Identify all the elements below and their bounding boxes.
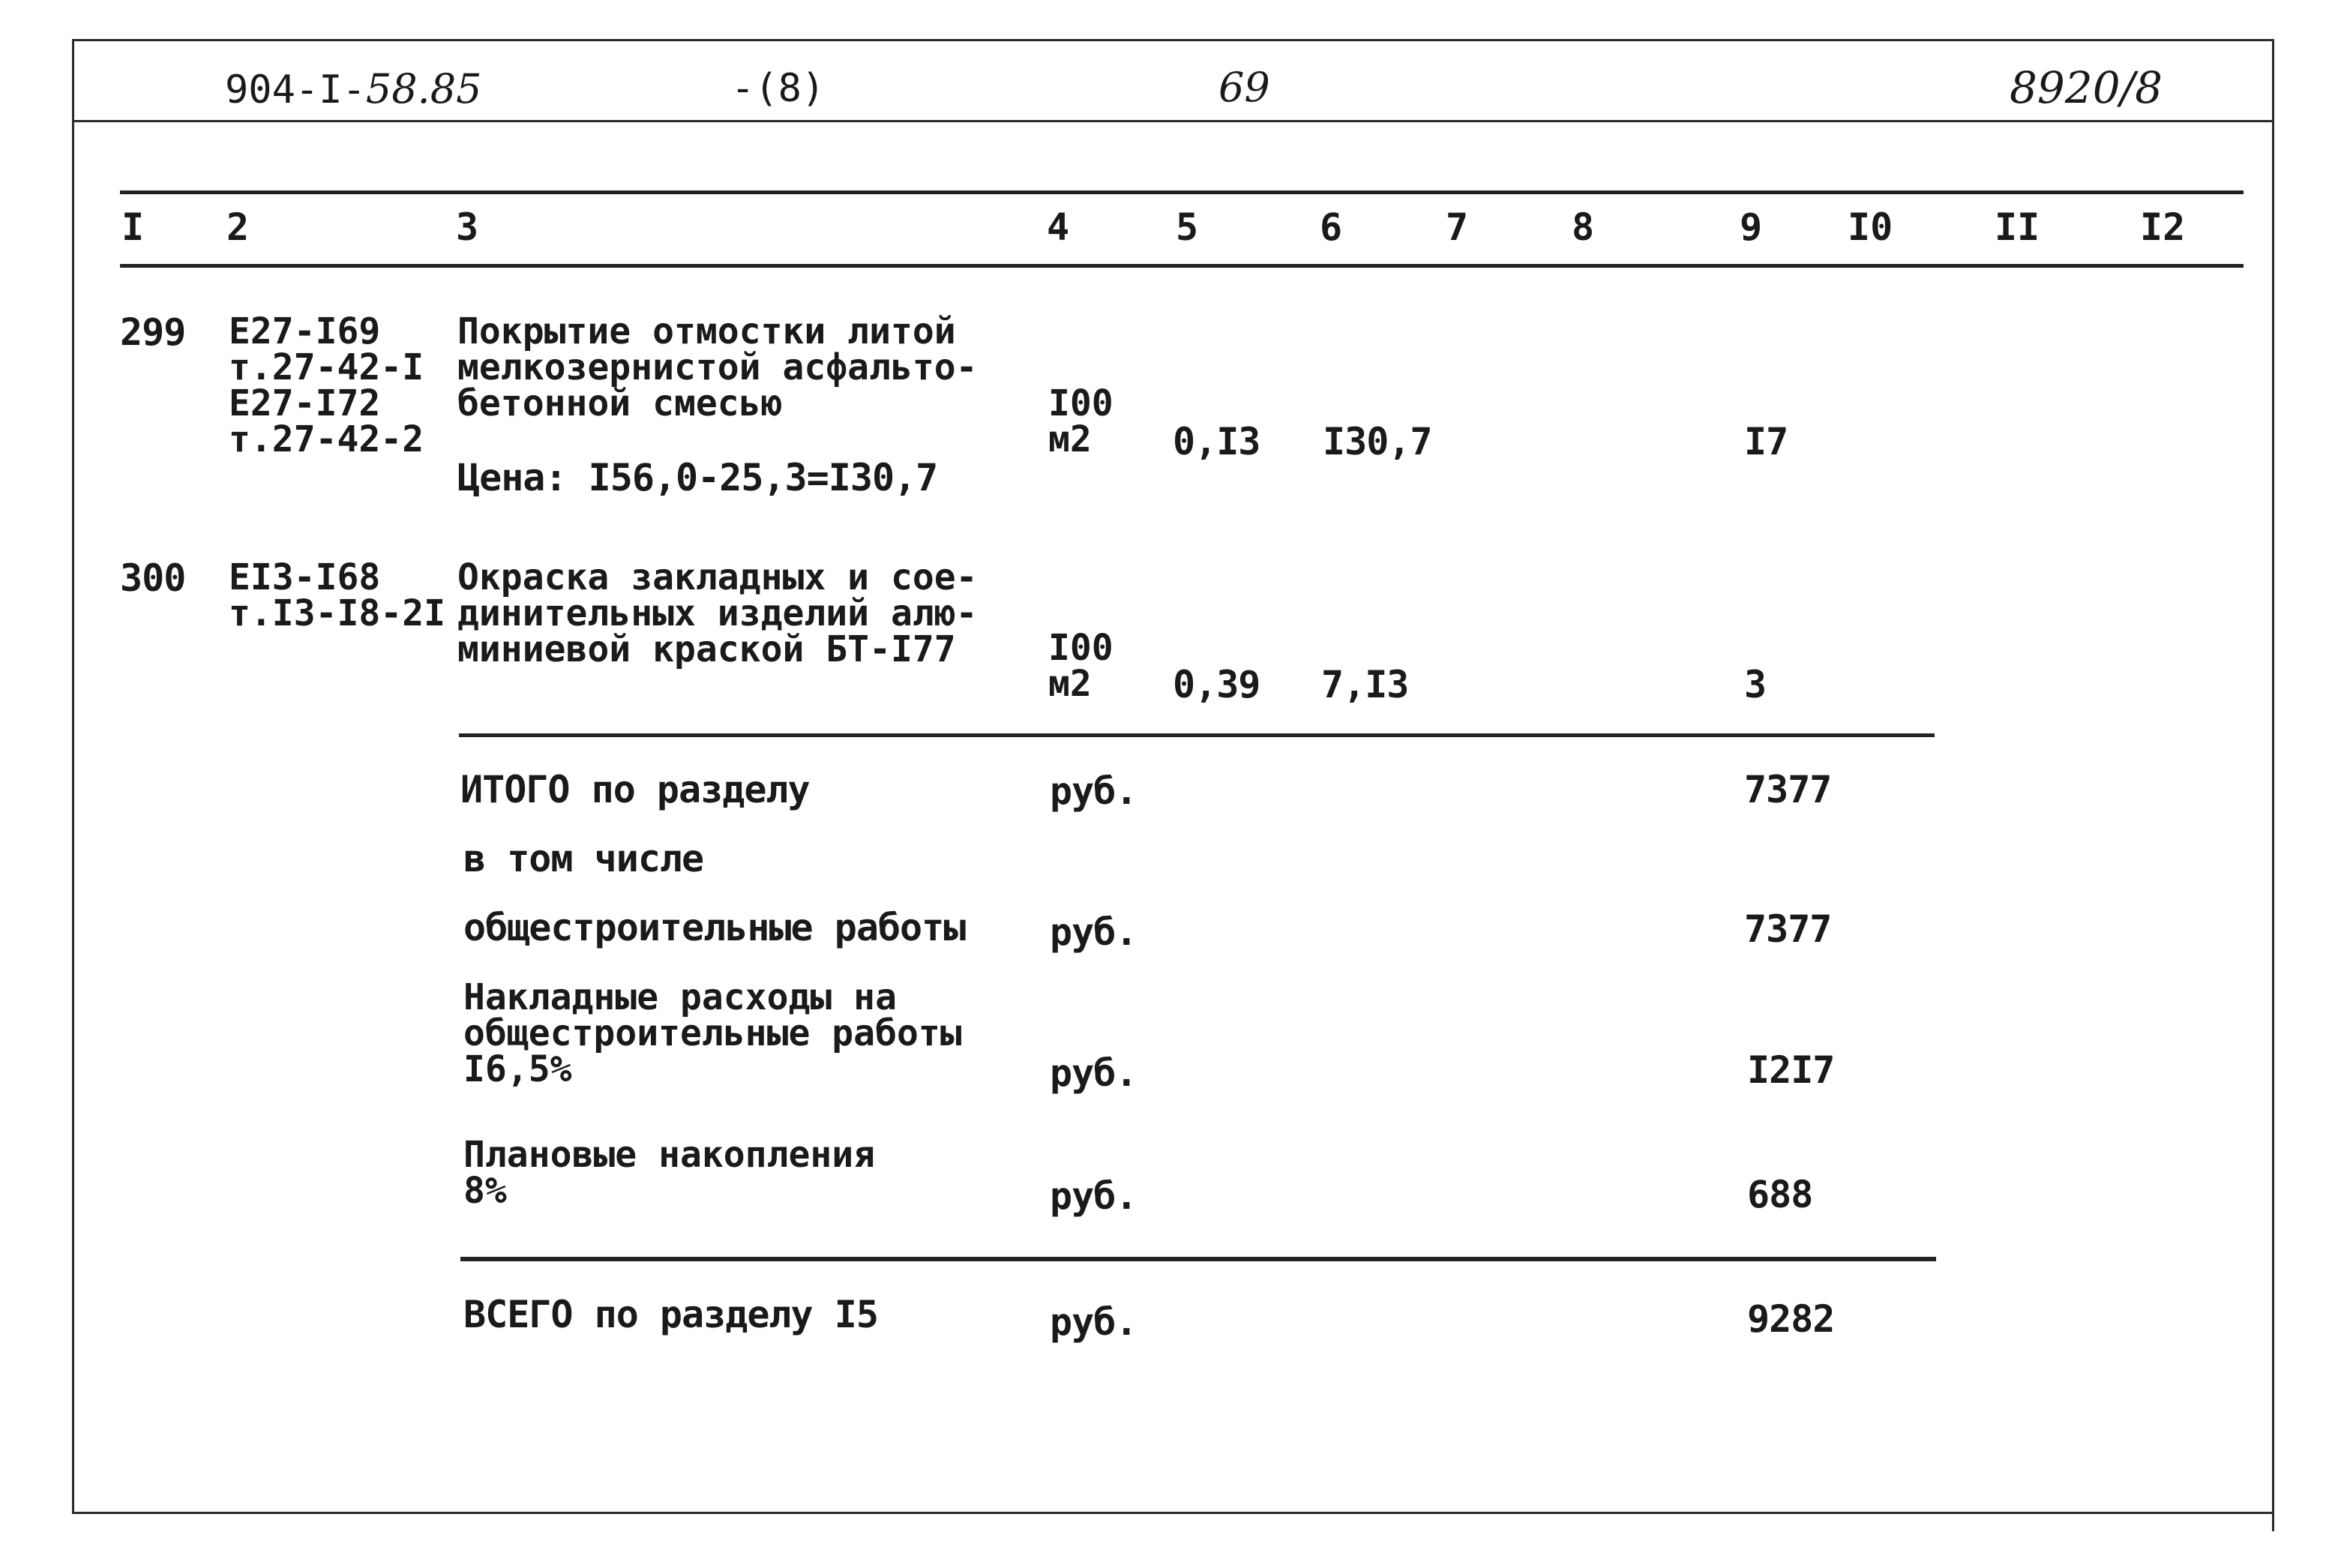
- col-9: 9: [1740, 205, 1763, 249]
- sheet-number: 8920/8: [2010, 62, 2163, 113]
- row-300-unit-price: 7,I3: [1321, 663, 1409, 706]
- summary-general-unit: руб.: [1050, 910, 1138, 954]
- column-header-bottom-rule: [120, 264, 2244, 268]
- summary-planned-label: Плановые накопления 8%: [463, 1134, 876, 1212]
- row-299-description: Покрытие отмостки литой мелкозернистой асфальто- бетонной смесью: [457, 310, 978, 424]
- col-10: I0: [1848, 205, 1893, 249]
- subtotal-rule: [459, 733, 1935, 737]
- grand-total-value: 9282: [1747, 1297, 1835, 1341]
- summary-general-value: 7377: [1744, 907, 1832, 951]
- row-299-unit-price: I30,7: [1323, 420, 1432, 463]
- row-299-unit: I00 м2: [1048, 382, 1114, 460]
- col-1: I: [121, 205, 145, 249]
- frame-bottom: [72, 1512, 2274, 1514]
- col-6: 6: [1320, 205, 1343, 249]
- col-8: 8: [1572, 205, 1595, 249]
- section-number: -(8): [731, 66, 826, 111]
- grand-total-label: ВСЕГО по разделу I5: [463, 1293, 878, 1336]
- col-12: I2: [2140, 205, 2186, 249]
- row-300-qty: 0,39: [1173, 663, 1260, 706]
- frame-left: [72, 39, 74, 1513]
- col-11: II: [1995, 205, 2040, 249]
- row-299-codes: E27-I69 т.27-42-I E27-I72 т.27-42-2: [229, 310, 424, 460]
- summary-overhead-value: I2I7: [1747, 1048, 1835, 1092]
- row-299-price-note: Цена: I56,0-25,3=I30,7: [457, 456, 938, 499]
- row-300-total: 3: [1744, 663, 1767, 706]
- row-300-description: Окраска закладных и сое- динительных изделий алю- миниевой краской БТ-I77: [457, 556, 978, 670]
- row-300-number: 300: [120, 556, 186, 600]
- row-299-total: I7: [1744, 420, 1788, 463]
- col-2: 2: [226, 205, 250, 249]
- summary-total-unit: руб.: [1050, 769, 1138, 813]
- summary-including-label: в том числе: [463, 837, 704, 880]
- col-4: 4: [1047, 205, 1070, 249]
- summary-planned-unit: руб.: [1050, 1174, 1138, 1218]
- col-7: 7: [1446, 205, 1469, 249]
- doc-code: [225, 65, 482, 112]
- row-299-number: 299: [120, 310, 186, 354]
- frame-right: [2272, 39, 2274, 1531]
- row-300-codes: EI3-I68 т.I3-I8-2I: [229, 556, 445, 634]
- summary-total-label: ИТОГО по разделу: [460, 768, 810, 811]
- column-header-top-rule: [120, 190, 2244, 194]
- summary-general-label: общестроительные работы: [463, 906, 966, 949]
- row-300-unit: I00 м2: [1048, 627, 1114, 705]
- summary-total-value: 7377: [1744, 768, 1832, 811]
- col-5: 5: [1176, 205, 1199, 249]
- page-number: 69: [1218, 64, 1270, 111]
- doc-code-hand: 58.85: [365, 65, 482, 112]
- row-299-qty: 0,I3: [1173, 420, 1260, 463]
- frame-top: [72, 39, 2274, 41]
- grand-total-unit: руб.: [1050, 1300, 1138, 1344]
- grand-total-rule: [460, 1257, 1936, 1261]
- summary-overhead-label: Накладные расходы на общестроительные работы I6,5%: [463, 976, 962, 1090]
- summary-overhead-unit: руб.: [1050, 1051, 1138, 1095]
- summary-planned-value: 688: [1747, 1173, 1813, 1216]
- col-3: 3: [456, 205, 479, 249]
- doc-code-printed: 904-I-: [225, 67, 366, 112]
- header-divider: [72, 120, 2274, 122]
